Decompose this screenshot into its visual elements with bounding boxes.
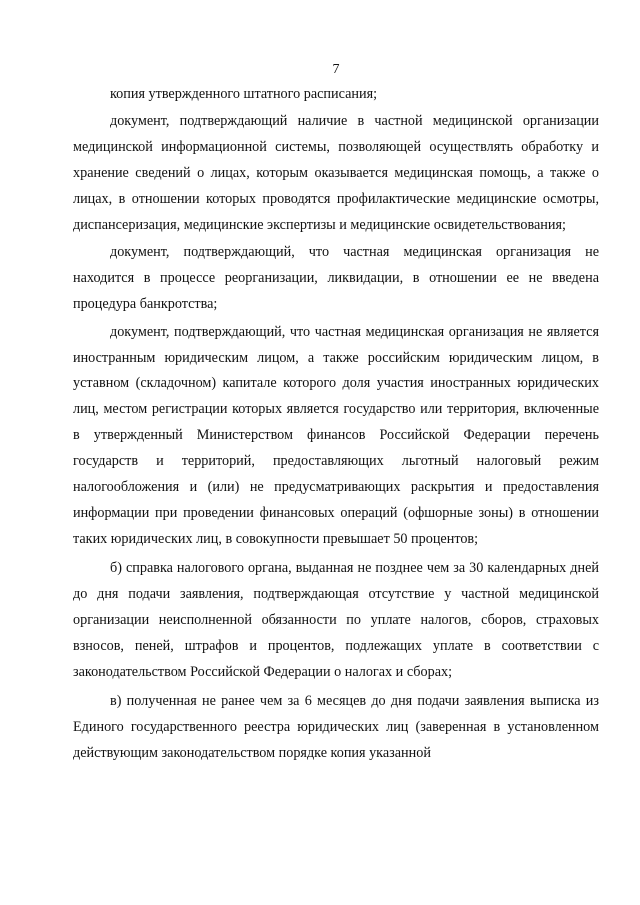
paragraph-tax-certificate: б) справка налогового органа, выданная не позднее чем за 30 календарных дней до дня подачи заявления, подтверждающая отсутствие у частной медицинской организации неисполненной обязанности по уплате налогов, сборов, страховых взносов, пеней, штрафов и процентов, подлежащих уплате в соответствии с законодательством Российской Федерации о налогах и сборах; bbox=[73, 560, 599, 680]
paragraph-no-reorganization: документ, подтверждающий, что частная медицинская организация не находится в процессе реорганизации, ликвидации, в отношении ее не введена процедура банкротства; bbox=[73, 244, 599, 313]
document-body bbox=[73, 82, 599, 767]
page-number: 7 bbox=[332, 62, 340, 77]
paragraph-medical-information-system: документ, подтверждающий наличие в частной медицинской организации медицинской информационной системы, позволяющей осуществлять обработку и хранение сведений о лицах, которым оказывается медицинская помощь, а также о лицах, в отношении которых проводятся профилактические медицинские осмотры, диспансеризация, медицинские экспертизы и медицинские освидетельствования; bbox=[73, 113, 599, 234]
paragraph-not-foreign-entity: документ, подтверждающий, что частная медицинская организация не является иностранным юридическим лицом, а также российским юридическим лицом, в уставном (складочном) капитале которого доля участия иностранных юридических лиц, местом регистрации которых является государство или территория, включенные в утвержденный Министерством финансов Российской Федерации перечень государств и территорий, предоставляющих льготный налоговый режим налогообложения и (или) не предусматривающих раскрытия и предоставления информации при проведении финансовых операций (офшорные зоны) в отношении таких юридических лиц, в совокупности превышает 50 процентов; bbox=[73, 323, 599, 547]
paragraph-registry-extract: в) полученная не ранее чем за 6 месяцев до дня подачи заявления выписка из Единого государственного реестра юридических лиц (заверенная в установленном действующим законодательством порядке копия указанной bbox=[73, 693, 599, 762]
paragraph-staff-schedule: копия утвержденного штатного расписания; bbox=[110, 86, 378, 102]
